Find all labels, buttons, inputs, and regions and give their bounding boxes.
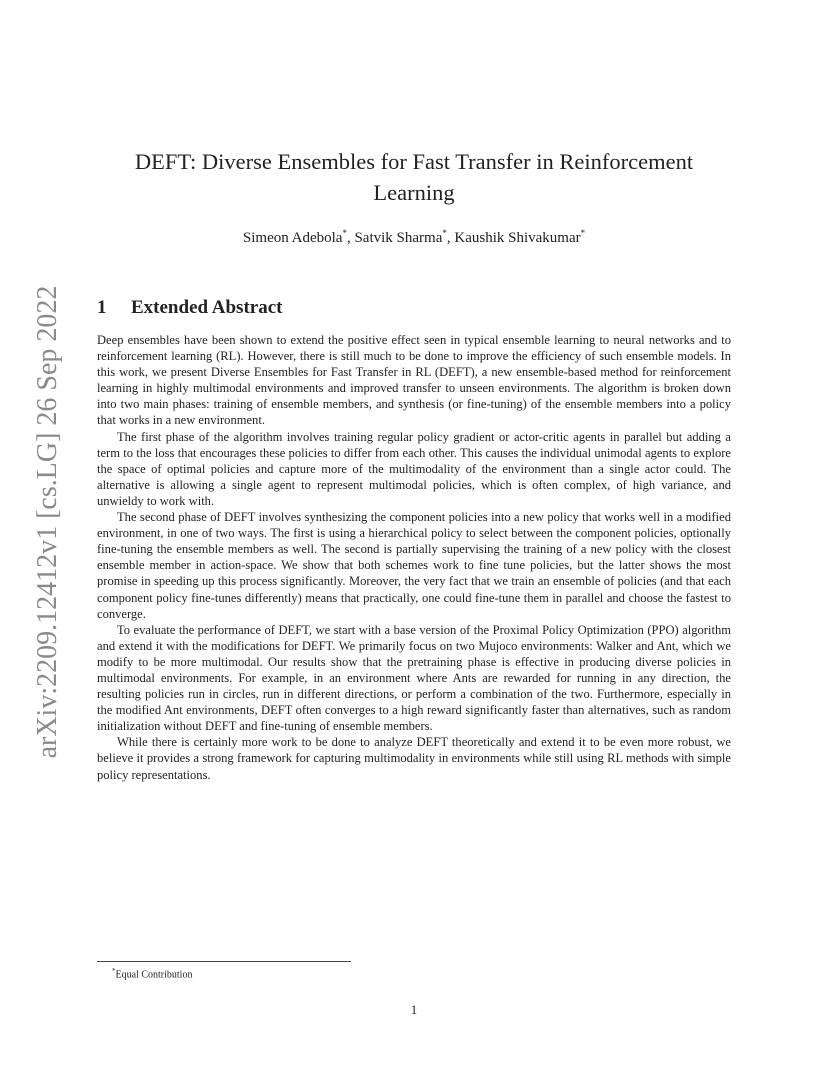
paragraph: Deep ensembles have been shown to extend the positive effect seen in typical ensemble learning to neural networks and to reinforcement learning (RL). However, there is still much to be done to improve the efficiency of such ensemble models. In this work, we present Diverse Ensembles for Fast Transfer in RL (DEFT), a new ensemble-based method for reinforcement learning in highly multimodal environments and improved transfer to unseen environments. The algorithm is broken down into two main phases: training of ensemble members, and synthesis (or fine-tuning) of the ensemble members into a policy that works in a new environment. xyxy=(97,333,731,428)
paragraph: While there is certainly more work to be done to analyze DEFT theoretically and extend it to be even more robust, we believe it provides a strong framework for capturing multimodality in environments while still using RL methods with simple policy representations. xyxy=(97,735,731,782)
arxiv-identifier: arXiv:2209.12412v1 [cs.LG] 26 Sep 2022 xyxy=(32,285,63,759)
author-mark: * xyxy=(442,228,447,238)
paragraph: The second phase of DEFT involves synthesizing the component policies into a new policy that works well in a modified environment, in one of two ways. The first is using a hierarchical policy to select between the component policies, optionally fine-tuning the ensemble members as well. The second is partially supervising the training of a new policy with the closest ensemble member in action-space. We show that both schemes work to fine tune policies, but the latter shows the most promise in speeding up this process significantly. Moreover, the very fact that we train an ensemble of policies (and that each component policy fine-tunes differently) means that practically, one could fine-tune them in parallel and choose the fastest to converge. xyxy=(97,510,731,621)
footnote-text: Equal Contribution xyxy=(115,969,193,981)
author-name: Kaushik Shivakumar xyxy=(454,230,581,246)
paragraph: The first phase of the algorithm involves training regular policy gradient or actor-critic agents in parallel but adding a term to the loss that encourages these policies to differ from each other. This causes the individual unimodal agents to explore the space of optimal policies and capture more of the multimodality of the environment than a single actor could. The alternative is allowing a single agent to represent multimodal policies, which is often complex, of high variance, and unwieldy to work with. xyxy=(97,429,731,508)
section-heading xyxy=(97,296,282,320)
author-name: Simeon Adebola xyxy=(242,230,343,246)
paper-title: DEFT: Diverse Ensembles for Fast Transfer in Reinforcement Learning xyxy=(134,149,694,205)
author-mark: * xyxy=(580,228,586,238)
page-number: 1 xyxy=(410,1003,418,1017)
section-number: 1 xyxy=(97,297,107,318)
footnote xyxy=(112,965,192,981)
author-mark: * xyxy=(342,228,347,238)
section-title: Extended Abstract xyxy=(131,297,283,318)
abstract-body xyxy=(97,332,731,783)
author-name: Satvik Sharma xyxy=(354,230,443,246)
footnote-mark: * xyxy=(112,967,116,975)
footnote-divider xyxy=(97,961,351,962)
author-list: Simeon Adebola*, Satvik Sharma*, Kaushik Shivakumar* xyxy=(242,228,586,246)
paragraph: To evaluate the performance of DEFT, we start with a base version of the Proximal Policy Optimization (PPO) algorithm and extend it with the modifications for DEFT. We primarily focus on two Mujoco environments: Walker and Ant, which we modify to be more multimodal. Our results show that the pretraining phase is effective in producing diverse policies in multimodal environments. For example, in an environment where Ants are rewarded for running in any direction, the resulting policies run in circles, run in different directions, or perform a combination of the two. Furthermore, especially in the modified Ant environments, DEFT often converges to a high reward significantly faster than alternatives, such as random initialization without DEFT and fine-tuning of ensemble members. xyxy=(97,622,731,734)
